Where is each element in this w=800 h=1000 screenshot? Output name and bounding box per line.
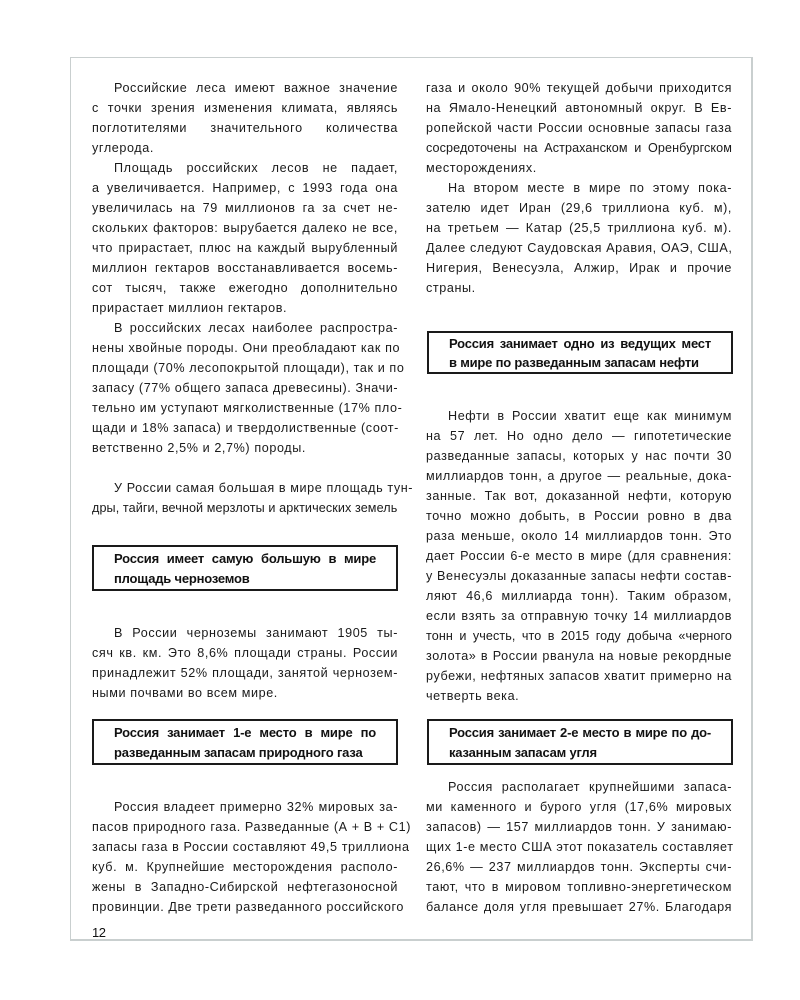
- heading-box-coal: [427, 719, 733, 765]
- text-line: жены в Западно-Сибирской нефтегазоносной: [92, 880, 398, 894]
- text-line: у Венесуэлы доказанные запасы нефти состав-: [426, 569, 732, 583]
- text-line: запасов) — 157 миллиардов тонн. У занимаю-: [426, 820, 732, 834]
- text-line: запасу (77% общего запаса древесины). Значи-: [92, 381, 399, 395]
- text-line: увеличилась на 79 миллионов га за счет не-: [92, 201, 398, 215]
- text-line: зателю идет Иран (29,6 триллиона куб. м),: [426, 201, 732, 215]
- text-line: В российских лесах наиболее распростра-: [114, 321, 398, 335]
- text-line: щади и 18% запаса) и твердолиственные (соот-: [92, 421, 399, 435]
- heading-line: казанным запасам угля: [449, 745, 597, 760]
- heading-box-oil: [427, 331, 733, 374]
- heading-line: разведанным запасам природного газа: [114, 745, 363, 760]
- text-line: На втором месте в мире по этому пока-: [448, 181, 732, 195]
- text-line: миллиардов тонн, а другое — реальные, дока-: [426, 469, 732, 483]
- text-line: страны.: [426, 281, 476, 295]
- text-line: балансе доля угля превышает 27%. Благодаря: [426, 900, 732, 914]
- text-line: ляют 46,6 миллиарда тонн). Таким образом,: [426, 589, 732, 603]
- text-line: на Ямало-Ненецкий автономный округ. В Ев-: [426, 101, 732, 115]
- heading-box-gas: [92, 719, 398, 765]
- text-line: скольких факторов: вырубается далеко не все,: [92, 221, 398, 235]
- text-line: на 57 лет. Но одно дело — гипотетические: [426, 429, 732, 443]
- text-line: пасов природного газа. Разведанные (А + В + С1): [92, 820, 412, 834]
- text-line: Площадь российских лесов не падает,: [114, 161, 398, 175]
- text-line: сот тысяч, также ежегодно дополнительно: [92, 281, 398, 295]
- heading-line: Россия занимает одно из ведущих мест: [449, 336, 711, 351]
- text-line: месторождениях.: [426, 161, 537, 175]
- text-line: занные. Так вот, доказанной нефти, которую: [426, 489, 732, 503]
- text-line: газа и около 90% текущей добычи приходится: [426, 81, 732, 95]
- text-line: У России самая большая в мире площадь тун-: [114, 481, 414, 495]
- text-line: что прирастает, плюс на каждый вырубленный: [92, 241, 398, 255]
- page-number: 12: [92, 925, 106, 940]
- text-line: Нефти в России хватит еще как минимум: [448, 409, 732, 423]
- text-line: дры, тайги, вечной мерзлоты и арктических земель: [92, 501, 398, 515]
- text-line: В России черноземы занимают 1905 ты-: [114, 626, 398, 640]
- text-line: принадлежит 52% площади, занятой чернозем-: [92, 666, 398, 680]
- text-line: Россия располагает крупнейшими запаса-: [448, 780, 732, 794]
- text-line: золота» в России рванула на новые рекордные: [426, 649, 732, 663]
- text-line: ными почвами во всем мире.: [92, 686, 278, 700]
- text-line: запасы газа в России составляют 49,5 триллиона: [92, 840, 410, 854]
- text-line: тельно им уступают мягколиственные (17% пло-: [92, 401, 403, 415]
- text-line: Российские леса имеют важное значение: [114, 81, 398, 95]
- text-line: раза меньше, около 14 миллиардов тонн. Это: [426, 529, 732, 543]
- heading-line: Россия занимает 2-е место в мире по до-: [449, 725, 711, 740]
- text-line: на третьем — Катар (25,5 триллиона куб. м).: [426, 221, 732, 235]
- text-line: ветственно 2,5% и 2,7%) породы.: [92, 441, 306, 455]
- text-line: с точки зрения изменения климата, являясь: [92, 101, 398, 115]
- text-line: сосредоточены на Астраханском и Оренбургском: [426, 141, 732, 155]
- text-line: 26,6% — 237 миллиардов тонн. Эксперты счи-: [426, 860, 732, 874]
- text-line: Россия владеет примерно 32% мировых за-: [114, 800, 398, 814]
- text-line: четверть века.: [426, 689, 520, 703]
- text-line: разведанные запасы, которых у нас почти 30: [426, 449, 732, 463]
- text-line: ми каменного и бурого угля (17,6% мировых: [426, 800, 732, 814]
- heading-line: площадь черноземов: [114, 571, 250, 586]
- text-line: ропейской части России основные запасы газа: [426, 121, 732, 135]
- text-line: площади (70% лесопокрытой площади), так и по: [92, 361, 405, 375]
- heading-line: Россия занимает 1-е место в мире по: [114, 725, 376, 740]
- heading-box-chernozem: [92, 545, 398, 591]
- text-line: миллион гектаров восстанавливается восемь-: [92, 261, 398, 275]
- heading-line: Россия имеет самую большую в мире: [114, 551, 376, 566]
- text-line: сяч кв. км. Это 8,6% площади страны. России: [92, 646, 398, 660]
- text-line: углерода.: [92, 141, 154, 155]
- heading-line: в мире по разведанным запасам нефти: [449, 355, 699, 370]
- text-line: если взять за отправную точку 14 миллиардов: [426, 609, 732, 623]
- text-line: а увеличивается. Например, с 1993 года она: [92, 181, 398, 195]
- text-line: поглотителями значительного количества: [92, 121, 398, 135]
- text-line: Нигерия, Венесуэла, Алжир, Ирак и прочие: [426, 261, 732, 275]
- text-line: тают, что в мировом топливно-энергетическом: [426, 880, 732, 894]
- text-line: куб. м. Крупнейшие месторождения располо-: [92, 860, 398, 874]
- text-line: тонн и учесть, что в 2015 году добыча «черного: [426, 629, 732, 643]
- text-line: рубежи, нефтяных запасов хватит примерно на: [426, 669, 732, 683]
- text-line: прирастает миллион гектаров.: [92, 301, 288, 315]
- text-line: щих 1-е место США этот показатель составляет: [426, 840, 734, 854]
- text-line: точно можно добыть, в России ровно в два: [426, 509, 732, 523]
- text-line: Далее следуют Саудовская Аравия, ОАЭ, США,: [426, 241, 733, 255]
- text-line: нены хвойные породы. Они преобладают как по: [92, 341, 401, 355]
- text-line: провинции. Две трети разведанного российского: [92, 900, 404, 914]
- text-line: дает России 6-е место в мире (для сравнения:: [426, 549, 732, 563]
